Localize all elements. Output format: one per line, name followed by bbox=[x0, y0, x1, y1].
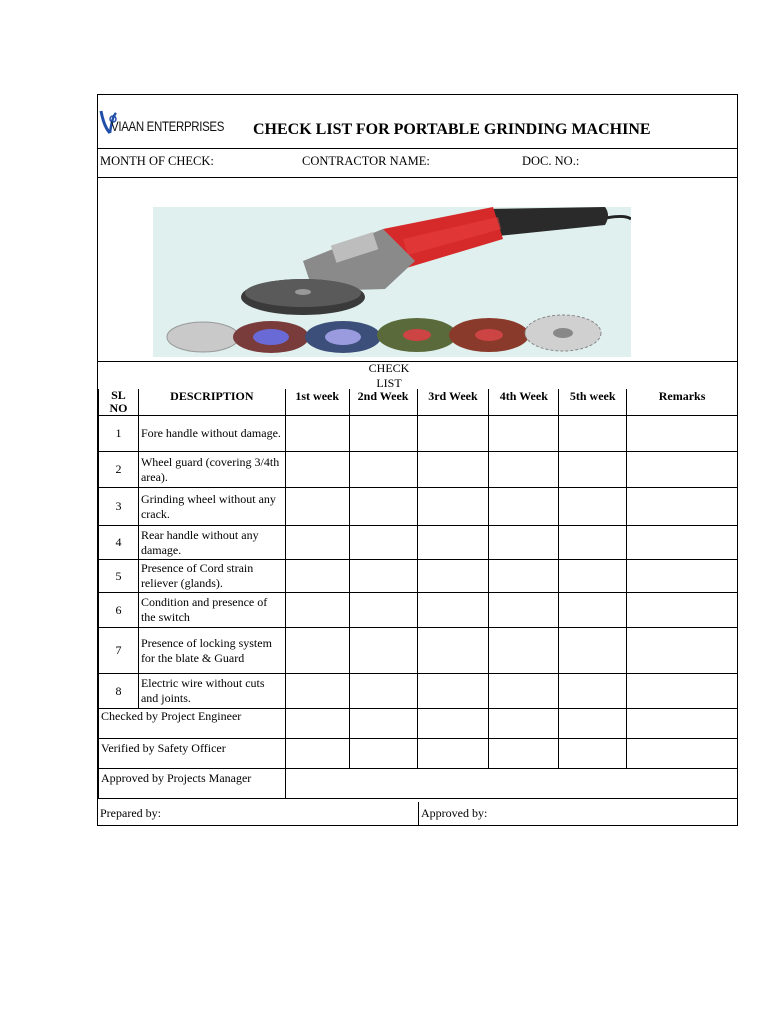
cell-week-2[interactable] bbox=[349, 560, 417, 593]
col-week-5: 5th week bbox=[559, 389, 627, 416]
doc-no-label: DOC. NO.: bbox=[522, 154, 580, 168]
cell-week-3[interactable] bbox=[417, 674, 489, 709]
row-sl: 6 bbox=[99, 593, 139, 628]
cell-week-4[interactable] bbox=[489, 709, 559, 739]
cell-week-4[interactable] bbox=[489, 488, 559, 526]
table-row bbox=[99, 416, 738, 452]
row-description: Rear handle without any damage. bbox=[138, 526, 285, 560]
cell-week-5[interactable] bbox=[559, 593, 627, 628]
row-sl: 1 bbox=[99, 416, 139, 452]
cell-week-3[interactable] bbox=[417, 452, 489, 488]
prepared-by-cell[interactable] bbox=[98, 802, 419, 825]
cell-week-1[interactable] bbox=[285, 488, 349, 526]
table-row bbox=[99, 593, 738, 628]
approved-by-pm-label: Approved by Projects Manager bbox=[99, 769, 286, 799]
cell-week-3[interactable] bbox=[417, 739, 489, 769]
cell-remarks[interactable] bbox=[627, 739, 738, 769]
cell-remarks[interactable] bbox=[627, 674, 738, 709]
divider bbox=[98, 361, 737, 362]
cell-week-4[interactable] bbox=[489, 674, 559, 709]
cell-week-2[interactable] bbox=[349, 709, 417, 739]
cell-week-5[interactable] bbox=[559, 526, 627, 560]
cell-week-5[interactable] bbox=[559, 709, 627, 739]
row-sl: 7 bbox=[99, 628, 139, 674]
table-row bbox=[99, 452, 738, 488]
cell-remarks[interactable] bbox=[627, 452, 738, 488]
cell-week-2[interactable] bbox=[349, 628, 417, 674]
cell-week-5[interactable] bbox=[559, 674, 627, 709]
cell-remarks[interactable] bbox=[627, 488, 738, 526]
cell-week-3[interactable] bbox=[417, 593, 489, 628]
cell-remarks[interactable] bbox=[627, 593, 738, 628]
verified-by-label: Verified by Safety Officer bbox=[99, 739, 286, 769]
table-row bbox=[99, 560, 738, 593]
cell-week-5[interactable] bbox=[559, 560, 627, 593]
row-sl: 5 bbox=[99, 560, 139, 593]
cell-week-2[interactable] bbox=[349, 674, 417, 709]
cell-week-2[interactable] bbox=[349, 526, 417, 560]
table-header-row bbox=[99, 389, 738, 416]
col-week-3: 3rd Week bbox=[417, 389, 489, 416]
col-week-2: 2nd Week bbox=[349, 389, 417, 416]
cell-remarks[interactable] bbox=[627, 628, 738, 674]
table-row bbox=[99, 674, 738, 709]
cell-week-5[interactable] bbox=[559, 416, 627, 452]
cell-week-3[interactable] bbox=[417, 488, 489, 526]
row-description: Grinding wheel without any crack. bbox=[138, 488, 285, 526]
cell-week-1[interactable] bbox=[285, 709, 349, 739]
checked-by-label: Checked by Project Engineer bbox=[99, 709, 286, 739]
table-row bbox=[99, 488, 738, 526]
cell-week-4[interactable] bbox=[489, 526, 559, 560]
col-week-4: 4th Week bbox=[489, 389, 559, 416]
signoff-row-checked bbox=[99, 709, 738, 739]
row-description: Presence of locking system for the blate & Guard bbox=[138, 628, 285, 674]
cell-week-5[interactable] bbox=[559, 628, 627, 674]
divider bbox=[98, 148, 737, 149]
cell-week-1[interactable] bbox=[285, 628, 349, 674]
col-description: DESCRIPTION bbox=[138, 389, 285, 416]
row-description: Fore handle without damage. bbox=[138, 416, 285, 452]
cell-week-2[interactable] bbox=[349, 593, 417, 628]
cell-week-1[interactable] bbox=[285, 560, 349, 593]
approved-by-cell[interactable] bbox=[419, 802, 737, 825]
page-title: CHECK LIST FOR PORTABLE GRINDING MACHINE bbox=[253, 121, 651, 138]
cell-week-4[interactable] bbox=[489, 560, 559, 593]
row-description: Presence of Cord strain reliever (glands). bbox=[138, 560, 285, 593]
cell-week-5[interactable] bbox=[559, 739, 627, 769]
cell-week-1[interactable] bbox=[285, 416, 349, 452]
checklist-heading: CHECK LIST bbox=[368, 361, 410, 390]
footer-row bbox=[98, 802, 738, 826]
cell-week-2[interactable] bbox=[349, 452, 417, 488]
cell-week-3[interactable] bbox=[417, 560, 489, 593]
contractor-name-label: CONTRACTOR NAME: bbox=[302, 154, 430, 168]
cell-week-3[interactable] bbox=[417, 416, 489, 452]
divider bbox=[98, 177, 737, 178]
cell-week-4[interactable] bbox=[489, 416, 559, 452]
logo-text: VIAAN ENTERPRISES bbox=[111, 118, 225, 134]
checklist-table bbox=[98, 389, 738, 799]
cell-week-1[interactable] bbox=[285, 526, 349, 560]
cell-week-4[interactable] bbox=[489, 628, 559, 674]
cell-week-4[interactable] bbox=[489, 593, 559, 628]
cell-week-1[interactable] bbox=[285, 674, 349, 709]
cell-week-3[interactable] bbox=[417, 526, 489, 560]
cell-week-1[interactable] bbox=[285, 452, 349, 488]
signoff-row-approved bbox=[99, 769, 738, 799]
cell-remarks[interactable] bbox=[627, 709, 738, 739]
approved-pm-signature-cell[interactable] bbox=[285, 769, 737, 799]
col-week-1: 1st week bbox=[285, 389, 349, 416]
row-description: Wheel guard (covering 3/4th area). bbox=[138, 452, 285, 488]
table-row bbox=[99, 526, 738, 560]
cell-week-5[interactable] bbox=[559, 488, 627, 526]
cell-remarks[interactable] bbox=[627, 560, 738, 593]
cell-week-1[interactable] bbox=[285, 739, 349, 769]
row-description: Condition and presence of the switch bbox=[138, 593, 285, 628]
cell-remarks[interactable] bbox=[627, 416, 738, 452]
prepared-by-label: Prepared by: bbox=[100, 806, 161, 820]
cell-week-2[interactable] bbox=[349, 488, 417, 526]
col-remarks: Remarks bbox=[627, 389, 738, 416]
table-row bbox=[99, 628, 738, 674]
row-description: Electric wire without cuts and joints. bbox=[138, 674, 285, 709]
cell-week-1[interactable] bbox=[285, 593, 349, 628]
month-of-check-label: MONTH OF CHECK: bbox=[100, 154, 214, 168]
row-sl: 4 bbox=[99, 526, 139, 560]
cell-week-2[interactable] bbox=[349, 416, 417, 452]
cell-week-3[interactable] bbox=[417, 628, 489, 674]
approved-by-label: Approved by: bbox=[421, 806, 488, 820]
cell-week-4[interactable] bbox=[489, 739, 559, 769]
company-logo bbox=[98, 101, 225, 139]
cell-week-5[interactable] bbox=[559, 452, 627, 488]
grinder-photo bbox=[153, 189, 631, 357]
col-sl-no: SL NO bbox=[99, 389, 139, 416]
row-sl: 3 bbox=[99, 488, 139, 526]
cell-week-4[interactable] bbox=[489, 452, 559, 488]
checklist-form bbox=[97, 94, 738, 826]
cell-week-2[interactable] bbox=[349, 739, 417, 769]
cell-remarks[interactable] bbox=[627, 526, 738, 560]
signoff-row-verified bbox=[99, 739, 738, 769]
row-sl: 2 bbox=[99, 452, 139, 488]
cell-week-3[interactable] bbox=[417, 709, 489, 739]
row-sl: 8 bbox=[99, 674, 139, 709]
